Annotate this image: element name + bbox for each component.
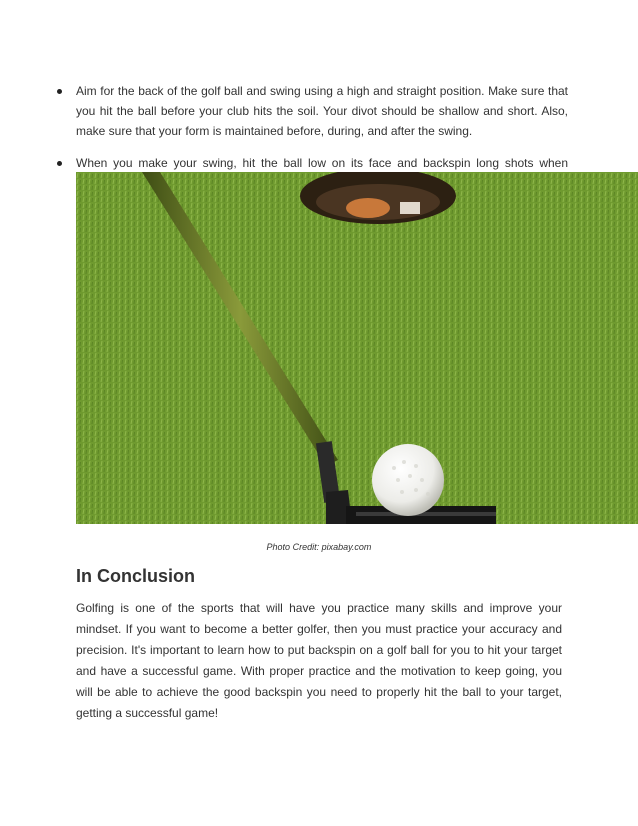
grass-background xyxy=(76,172,638,524)
bullet-marker xyxy=(57,161,62,166)
section-heading: In Conclusion xyxy=(76,566,195,586)
golf-putter-ball-illustration xyxy=(76,172,638,524)
bullet-text: When you make your swing, hit the ball low on its face and backspin long shots when xyxy=(76,156,568,170)
conclusion-paragraph: Golfing is one of the sports that will have you practice many skills and improve your mindset. If you want to become a better golfer, then you must practice your accuracy and precision. It's important to learn how to put backspin on a golf ball for you to hit your target and have a successful game. With proper practice and the motivation to keep going, you will be able to achieve the good backspin you need to properly hit the ball to your target, getting a successful game! xyxy=(76,601,562,720)
golf-ball xyxy=(372,444,444,516)
bullet-text: Aim for the back of the golf ball and swing using a high and straight position. Make sure that you hit the ball before your club hits the soil. Your divot should be shallow and short. Also, make sure that your form is maintained before, during, and after the swing. xyxy=(76,84,568,138)
bullet-marker xyxy=(57,89,62,94)
photo-caption: Photo Credit: pixabay.com xyxy=(266,542,372,552)
golf-photo xyxy=(76,172,638,524)
